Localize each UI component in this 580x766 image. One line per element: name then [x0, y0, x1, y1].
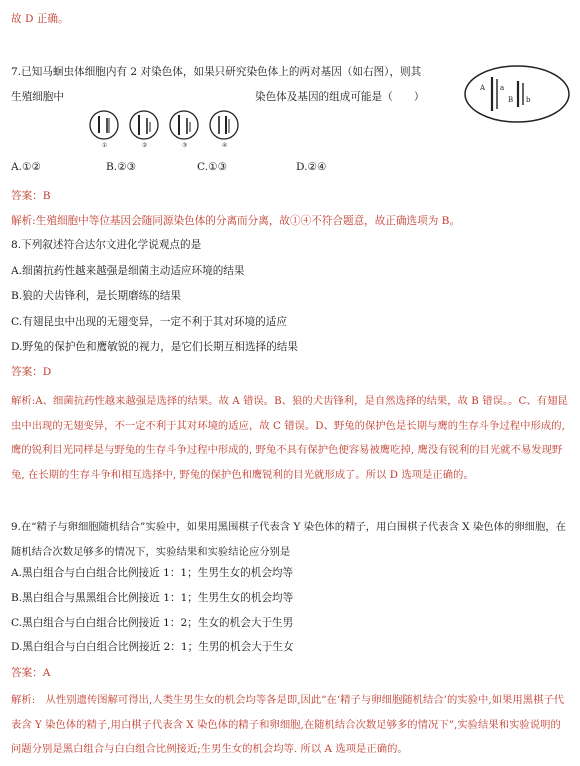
- q8-option-b: B.狼的犬齿锋利，是长期磨练的结果: [11, 290, 182, 302]
- q7-answer: 答案：B: [11, 190, 51, 202]
- q9-option-a: A.黑白组合与白白组合比例接近 1：1；生男生女的机会均等: [11, 567, 294, 579]
- cell-label: ④: [222, 142, 228, 149]
- q8-option-a: A.细菌抗药性越来越强是细菌主动适应环境的结果: [11, 265, 245, 277]
- q8-option-d: D.野兔的保护色和鹰敏锐的视力，是它们长期互相选择的结果: [11, 341, 298, 353]
- q9-option-b: B.黑白组合与黑黑组合比例接近 1：1；生男生女的机会均等: [11, 592, 294, 604]
- cell-label: ①: [102, 142, 108, 149]
- q7-option-c: C.①③: [197, 161, 228, 173]
- gene-label-A: A: [480, 84, 486, 92]
- cell-1: [90, 111, 118, 149]
- q7-stem-line2a: 生殖细胞中: [11, 91, 64, 103]
- q7-cell-options-figure: [86, 108, 246, 150]
- q9-analysis: 解析: 从性别遗传图解可得出,人类生男生女的机会均等各是即,因此“在‘精子与卵细胞随机结合’的实验中,如果用黑棋子代表含 Y 染色体的精子,用白棋子代表含 X 染色体的精子和卵细胞,在随机结合次数足够多的情况下”,实验结果和实验说明的问题分别是黑白组合与白白组合比例接近;生男生女的机会均等. 所以 A 选项是正确的。: [11, 694, 565, 755]
- gene-label-a: a: [500, 84, 505, 92]
- q7-stem-line1: 7.已知马蛔虫体细胞内有 2 对染色体，如果只研究染色体上的两对基因（如右图），则其: [11, 66, 422, 78]
- cell-4: [210, 111, 238, 149]
- q9-stem: 9.在“精子与卵细胞随机结合”实验中，如果用黑围棋子代表含 Y 染色体的精子，用白围棋子代表含 X 染色体的卵细胞，在随机结合次数足够多的情况下，实验结果和实验结论应分别是: [11, 521, 567, 558]
- previous-answer-tail: 故 D 正确。: [11, 13, 69, 25]
- q8-option-c: C.有翅昆虫中出现的无翅变异，一定不利于其对环境的适应: [11, 316, 287, 328]
- q9-option-c: C.黑白组合与白白组合比例接近 1：2；生女的机会大于生男: [11, 617, 294, 629]
- q8-answer: 答案：D: [11, 366, 52, 378]
- q7-analysis: 解析:生殖细胞中等位基因会随同源染色体的分离而分离，故①④不符合题意，故正确选项为 B。: [11, 215, 461, 227]
- cell-label: ③: [182, 142, 188, 149]
- cell-3: [170, 111, 198, 149]
- gene-label-B: B: [508, 96, 514, 104]
- q7-option-b: B.②③: [106, 161, 137, 173]
- q7-stem-line2b: 染色体及基因的组成可能是（ ）: [255, 91, 425, 103]
- q7-option-d: D.②④: [296, 161, 327, 173]
- q7-options: [11, 161, 431, 175]
- gene-label-b: b: [526, 96, 531, 104]
- q9-answer: 答案：A: [11, 667, 51, 679]
- q7-option-a: A.①②: [11, 161, 42, 173]
- q7-parent-cell-figure: [462, 63, 572, 125]
- cell-label: ②: [142, 142, 148, 149]
- cell-2: [130, 111, 158, 149]
- q8-analysis: 解析:A、细菌抗药性越来越强是选择的结果。故 A 错误。B、狼的犬齿锋利，是自然选择的结果，故 B 错误。。C、有翅昆虫中出现的无翅变异，不一定不利于其对环境的适应，故 C 错误。D、野兔的保护色是长期与鹰的生存斗争过程中形成的, 鹰的锐利目光同样是与野兔的生存斗争过程中形成的, 野兔不具有保护色便容易被鹰吃掉, 鹰没有锐利的目光就不易发现野兔, 在长期的生存斗争和相互选择中, 野兔的保护色和鹰锐利的目光就形成了。所以 D 选项是正确的。: [11, 395, 568, 481]
- q8-stem: 8.下列叙述符合达尔文进化学说观点的是: [11, 239, 202, 251]
- q9-option-d: D.黑白组合与白白组合比例接近 2：1；生男的机会大于生女: [11, 641, 294, 653]
